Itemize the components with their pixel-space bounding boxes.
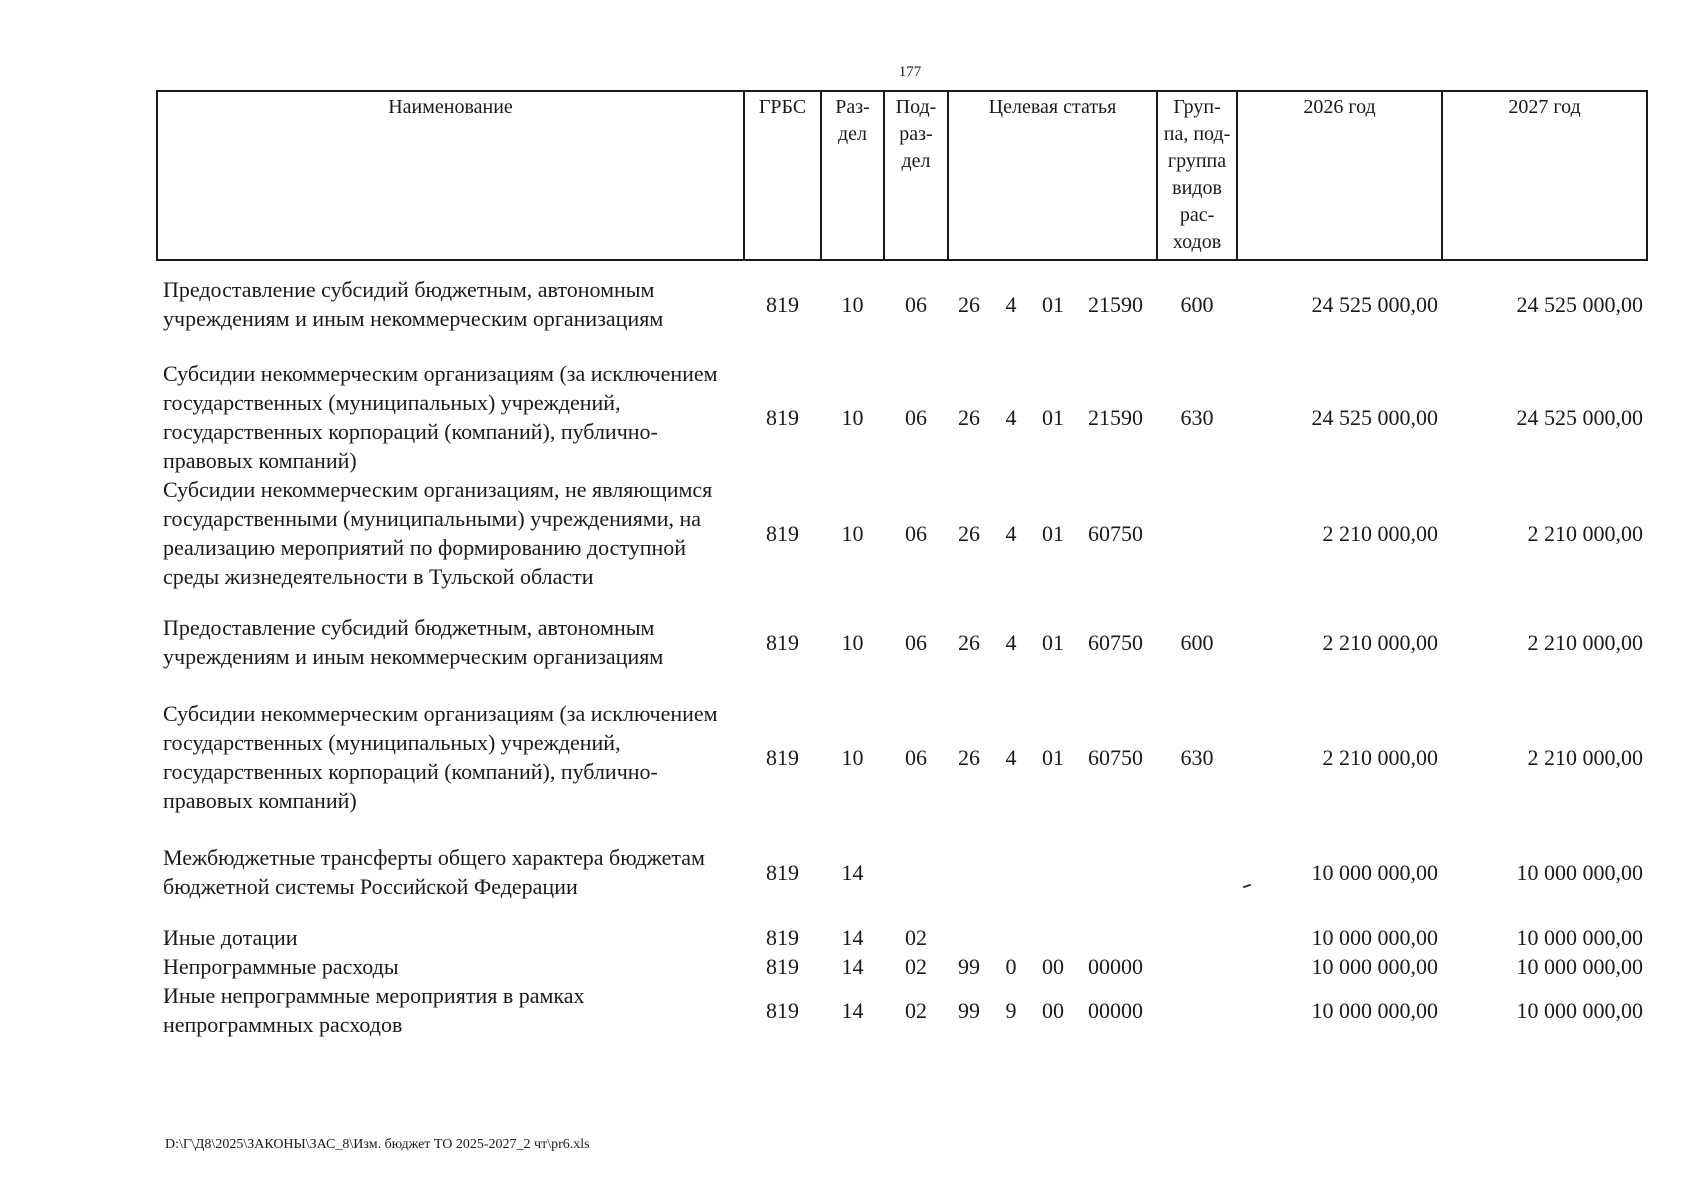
cell-podrazdel [884, 829, 948, 915]
cell-grbs: 819 [766, 925, 799, 950]
cell-razdel: 10 [841, 520, 864, 546]
table-row [157, 599, 1647, 685]
cell-target-program: 99 [958, 997, 980, 1023]
cell-target-subprogram: 01 [1042, 404, 1064, 430]
cell-expense-group [1157, 915, 1237, 952]
cell-podrazdel: 06 [905, 629, 927, 655]
cell-podrazdel: 06 [905, 520, 927, 546]
cell-name: Предоставление субсидий бюджетным, автономным учреждениям и иным некоммерческим организациям [163, 277, 664, 331]
cell-podrazdel: 06 [905, 744, 927, 770]
cell-name: Субсидии некоммерческим организациям (за исключением государственных (муниципальных) учреждений, государственных корпораций (компаний), публично-правовых компаний) [163, 361, 718, 473]
cell-razdel: 14 [841, 954, 864, 979]
cell-razdel: 14 [841, 859, 864, 885]
cell-target-type: 0 [1005, 954, 1017, 979]
cell-target-subprogram [1032, 915, 1074, 952]
cell-podrazdel: 06 [905, 404, 927, 430]
cell-target-type: 4 [1005, 404, 1017, 430]
cell-razdel: 10 [841, 404, 864, 430]
cell-target-type: 4 [1005, 629, 1017, 655]
header-year-2026: 2026 год [1237, 91, 1442, 260]
header-expense-group: Груп- па, под- группа видов рас- ходов [1157, 91, 1237, 260]
header-podrazdel: Под- раз- дел [884, 91, 948, 260]
cell-podrazdel: 02 [905, 925, 927, 950]
cell-podrazdel: 02 [905, 954, 927, 979]
cell-expense-group [1157, 981, 1237, 1039]
cell-amount-2026: 10 000 000,00 [1311, 925, 1439, 950]
cell-razdel: 14 [841, 997, 864, 1023]
cell-target-subprogram [1032, 829, 1074, 915]
cell-razdel: 10 [841, 744, 864, 770]
cell-expense-group [1157, 952, 1237, 981]
cell-amount-2026: 2 210 000,00 [1322, 629, 1439, 655]
cell-name: Субсидии некоммерческим организациям (за исключением государственных (муниципальных) учреждений, государственных корпораций (компаний), публично-правовых компаний) [163, 701, 718, 813]
cell-target-program: 26 [958, 404, 980, 430]
cell-amount-2026: 24 525 000,00 [1311, 291, 1439, 317]
cell-target-direction [1074, 915, 1157, 952]
cell-target-direction: 60750 [1088, 629, 1144, 655]
cell-target-type: 4 [1005, 520, 1017, 546]
cell-expense-group [1157, 475, 1237, 599]
cell-amount-2027: 24 525 000,00 [1516, 291, 1644, 317]
cell-amount-2027: 2 210 000,00 [1527, 744, 1644, 770]
cell-target-subprogram: 01 [1042, 291, 1064, 317]
cell-grbs: 819 [766, 291, 799, 317]
cell-expense-group: 600 [1180, 291, 1214, 317]
cell-amount-2027: 24 525 000,00 [1516, 404, 1644, 430]
cell-grbs: 819 [766, 954, 799, 979]
header-grbs: ГРБС [744, 91, 821, 260]
cell-name: Предоставление субсидий бюджетным, автономным учреждениям и иным некоммерческим организациям [163, 615, 664, 669]
cell-target-type [990, 829, 1032, 915]
cell-target-program [948, 915, 990, 952]
cell-target-type: 4 [1005, 744, 1017, 770]
cell-target-type: 4 [1005, 291, 1017, 317]
table-row [157, 260, 1647, 351]
cell-target-type [990, 915, 1032, 952]
cell-target-direction: 60750 [1088, 520, 1144, 546]
table-row [157, 915, 1647, 952]
cell-amount-2026: 10 000 000,00 [1311, 859, 1439, 885]
table-row [157, 952, 1647, 981]
header-target-article: Целевая статья [948, 91, 1157, 260]
cell-target-direction: 21590 [1088, 404, 1144, 430]
cell-expense-group: 600 [1180, 629, 1214, 655]
cell-podrazdel: 02 [905, 997, 927, 1023]
cell-amount-2026: 10 000 000,00 [1311, 997, 1439, 1023]
cell-target-program: 26 [958, 629, 980, 655]
cell-grbs: 819 [766, 629, 799, 655]
header-year-2027: 2027 год [1442, 91, 1647, 260]
cell-amount-2027: 10 000 000,00 [1516, 997, 1644, 1023]
cell-target-direction: 60750 [1088, 744, 1144, 770]
cell-target-subprogram: 00 [1042, 954, 1064, 979]
cell-target-subprogram: 01 [1042, 520, 1064, 546]
cell-target-direction: 21590 [1088, 291, 1144, 317]
table-row [157, 685, 1647, 829]
cell-amount-2026: 10 000 000,00 [1311, 954, 1439, 979]
cell-target-type: 9 [1005, 997, 1017, 1023]
cell-name: Субсидии некоммерческим организациям, не являющимся государственными (муниципальными) учреждениями, на реализацию мероприятий по формированию доступной среды жизнедеятельности в Тульской области [163, 477, 713, 589]
cell-target-subprogram: 00 [1042, 997, 1064, 1023]
cell-amount-2026: 24 525 000,00 [1311, 404, 1439, 430]
header-razdel: Раз- дел [821, 91, 884, 260]
cell-target-direction: 00000 [1088, 997, 1144, 1023]
cell-name: Непрограммные расходы [163, 954, 399, 979]
cell-target-program [948, 829, 990, 915]
table-row [157, 981, 1647, 1039]
footer-file-path: D:\Г\Д8\2025\ЗАКОНЫ\ЗАС_8\Изм. бюджет ТО 2025-2027_2 чт\pr6.xls [165, 1137, 590, 1152]
cell-name: Иные непрограммные мероприятия в рамках непрограммных расходов [163, 983, 585, 1037]
cell-target-program: 26 [958, 291, 980, 317]
cell-target-direction [1074, 829, 1157, 915]
cell-amount-2027: 10 000 000,00 [1516, 925, 1644, 950]
cell-grbs: 819 [766, 997, 799, 1023]
table-header [157, 91, 1647, 260]
table-row [157, 351, 1647, 475]
table-row [157, 829, 1647, 915]
cell-target-direction: 00000 [1088, 954, 1144, 979]
cell-name: Иные дотации [163, 925, 298, 950]
cell-target-subprogram: 01 [1042, 744, 1064, 770]
cell-amount-2027: 2 210 000,00 [1527, 520, 1644, 546]
cell-amount-2027: 2 210 000,00 [1527, 629, 1644, 655]
cell-amount-2027: 10 000 000,00 [1516, 954, 1644, 979]
cell-razdel: 10 [841, 291, 864, 317]
cell-razdel: 10 [841, 629, 864, 655]
cell-amount-2026: 2 210 000,00 [1322, 744, 1439, 770]
header-name: Наименование [157, 91, 744, 260]
cell-target-subprogram: 01 [1042, 629, 1064, 655]
cell-expense-group: 630 [1180, 744, 1214, 770]
cell-amount-2027: 10 000 000,00 [1516, 859, 1644, 885]
cell-target-program: 99 [958, 954, 980, 979]
budget-table [156, 90, 1648, 1039]
table-row [157, 475, 1647, 599]
cell-amount-2026: 2 210 000,00 [1322, 520, 1439, 546]
cell-grbs: 819 [766, 859, 799, 885]
cell-expense-group: 630 [1180, 404, 1214, 430]
cell-expense-group [1157, 829, 1237, 915]
cell-target-program: 26 [958, 744, 980, 770]
cell-target-program: 26 [958, 520, 980, 546]
cell-grbs: 819 [766, 404, 799, 430]
cell-grbs: 819 [766, 744, 799, 770]
cell-podrazdel: 06 [905, 291, 927, 317]
page-number: 177 [898, 64, 922, 80]
cell-grbs: 819 [766, 520, 799, 546]
cell-razdel: 14 [841, 925, 864, 950]
cell-name: Межбюджетные трансферты общего характера бюджетам бюджетной системы Российской Федерации [163, 845, 705, 899]
table-body [157, 260, 1647, 1039]
